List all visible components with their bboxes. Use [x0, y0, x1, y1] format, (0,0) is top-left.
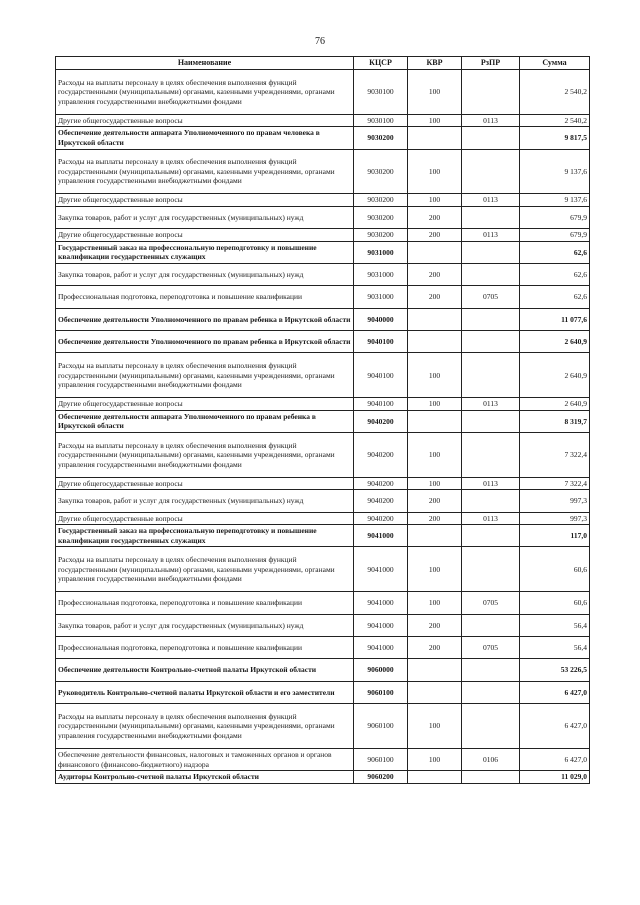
table-row — [56, 241, 590, 263]
cell-kcsr: 9040000 — [354, 308, 408, 330]
table-row — [56, 114, 590, 126]
cell-kcsr: 9030100 — [354, 70, 408, 115]
cell-kvr: 200 — [408, 614, 462, 636]
table-row — [56, 592, 590, 614]
table-row — [56, 512, 590, 524]
cell-sum: 2 540,2 — [520, 114, 590, 126]
cell-name: Другие общегосударственные вопросы — [56, 229, 354, 241]
cell-rzpr — [462, 614, 520, 636]
table-row — [56, 149, 590, 194]
cell-kcsr: 9031000 — [354, 241, 408, 263]
cell-kvr: 100 — [408, 704, 462, 749]
table-row — [56, 524, 590, 546]
cell-rzpr — [462, 681, 520, 703]
table-row — [56, 331, 590, 353]
cell-name: Другие общегосударственные вопросы — [56, 194, 354, 206]
cell-name: Профессиональная подготовка, переподготовка и повышение квалификации — [56, 286, 354, 308]
cell-kvr — [408, 410, 462, 432]
cell-rzpr: 0113 — [462, 477, 520, 489]
cell-kcsr: 9041000 — [354, 592, 408, 614]
cell-kvr: 100 — [408, 433, 462, 478]
cell-kcsr: 9041000 — [354, 524, 408, 546]
cell-kcsr: 9060100 — [354, 681, 408, 703]
cell-kcsr: 9040100 — [354, 353, 408, 398]
cell-sum: 11 077,6 — [520, 308, 590, 330]
cell-kvr: 100 — [408, 748, 462, 770]
cell-kcsr: 9031000 — [354, 263, 408, 285]
cell-kvr: 100 — [408, 477, 462, 489]
header-sum: Сумма — [520, 57, 590, 70]
cell-kvr: 100 — [408, 398, 462, 410]
cell-rzpr — [462, 547, 520, 592]
cell-kcsr: 9041000 — [354, 636, 408, 658]
cell-name: Руководитель Контрольно-счетной палаты Иркутской области и его заместители — [56, 681, 354, 703]
table-row — [56, 490, 590, 512]
table-row — [56, 771, 590, 783]
cell-sum: 7 322,4 — [520, 433, 590, 478]
cell-rzpr — [462, 70, 520, 115]
cell-name: Закупка товаров, работ и услуг для государственных (муниципальных) нужд — [56, 263, 354, 285]
cell-kvr: 200 — [408, 286, 462, 308]
cell-kcsr: 9060000 — [354, 659, 408, 681]
cell-sum: 6 427,0 — [520, 704, 590, 749]
cell-kcsr: 9031000 — [354, 286, 408, 308]
cell-rzpr: 0106 — [462, 748, 520, 770]
cell-name: Расходы на выплаты персоналу в целях обеспечения выполнения функций государственными (муниципальными) органами, казенными учреждениями, органами управления государственными внебюджетными фондами — [56, 149, 354, 194]
cell-name: Обеспечение деятельности аппарата Уполномоченного по правам человека в Иркутской области — [56, 127, 354, 149]
cell-name: Обеспечение деятельности Уполномоченного по правам ребенка в Иркутской области — [56, 331, 354, 353]
cell-sum: 7 322,4 — [520, 477, 590, 489]
cell-kcsr: 9040100 — [354, 398, 408, 410]
cell-name: Другие общегосударственные вопросы — [56, 477, 354, 489]
table-row — [56, 636, 590, 658]
table-row — [56, 614, 590, 636]
cell-rzpr: 0705 — [462, 592, 520, 614]
page-number: 76 — [315, 36, 325, 47]
cell-rzpr — [462, 149, 520, 194]
table-row — [56, 308, 590, 330]
table-row — [56, 704, 590, 749]
cell-kvr: 200 — [408, 229, 462, 241]
cell-rzpr — [462, 241, 520, 263]
cell-name: Профессиональная подготовка, переподготовка и повышение квалификации — [56, 592, 354, 614]
cell-sum: 62,6 — [520, 286, 590, 308]
cell-sum: 56,4 — [520, 636, 590, 658]
cell-rzpr — [462, 127, 520, 149]
cell-kvr — [408, 524, 462, 546]
table-row — [56, 398, 590, 410]
cell-kvr: 200 — [408, 206, 462, 228]
table-row — [56, 70, 590, 115]
cell-kvr — [408, 331, 462, 353]
table-row — [56, 229, 590, 241]
cell-name: Другие общегосударственные вопросы — [56, 512, 354, 524]
cell-name: Аудиторы Контрольно-счетной палаты Иркутской области — [56, 771, 354, 783]
cell-kvr: 100 — [408, 149, 462, 194]
table-body — [56, 70, 590, 784]
cell-kvr — [408, 681, 462, 703]
table-header — [56, 57, 590, 70]
cell-rzpr: 0113 — [462, 114, 520, 126]
cell-kcsr: 9040100 — [354, 331, 408, 353]
table-row — [56, 477, 590, 489]
cell-sum: 997,3 — [520, 490, 590, 512]
cell-name: Обеспечение деятельности Уполномоченного по правам ребенка в Иркутской области — [56, 308, 354, 330]
cell-kvr: 100 — [408, 194, 462, 206]
cell-sum: 679,9 — [520, 206, 590, 228]
cell-kcsr: 9041000 — [354, 547, 408, 592]
cell-rzpr: 0113 — [462, 229, 520, 241]
cell-sum: 56,4 — [520, 614, 590, 636]
cell-rzpr — [462, 353, 520, 398]
cell-sum: 9 137,6 — [520, 194, 590, 206]
table-row — [56, 286, 590, 308]
cell-sum: 11 029,0 — [520, 771, 590, 783]
cell-name: Обеспечение деятельности аппарата Уполномоченного по правам ребенка в Иркутской области — [56, 410, 354, 432]
cell-name: Расходы на выплаты персоналу в целях обеспечения выполнения функций государственными (муниципальными) органами, казенными учреждениями, органами управления государственными внебюджетными фондами — [56, 353, 354, 398]
cell-kcsr: 9060100 — [354, 748, 408, 770]
table-row — [56, 410, 590, 432]
cell-kcsr: 9040200 — [354, 512, 408, 524]
cell-kvr — [408, 659, 462, 681]
cell-rzpr — [462, 490, 520, 512]
cell-sum: 53 226,5 — [520, 659, 590, 681]
cell-kvr: 200 — [408, 512, 462, 524]
cell-kvr: 200 — [408, 263, 462, 285]
cell-rzpr — [462, 771, 520, 783]
header-rzpr: РзПР — [462, 57, 520, 70]
cell-kcsr: 9030100 — [354, 114, 408, 126]
cell-kcsr: 9030200 — [354, 194, 408, 206]
cell-sum: 6 427,0 — [520, 681, 590, 703]
cell-rzpr — [462, 263, 520, 285]
cell-kvr — [408, 127, 462, 149]
table-row — [56, 748, 590, 770]
header-row — [56, 57, 590, 70]
table-row — [56, 433, 590, 478]
cell-sum: 997,3 — [520, 512, 590, 524]
cell-name: Закупка товаров, работ и услуг для государственных (муниципальных) нужд — [56, 206, 354, 228]
cell-sum: 62,6 — [520, 263, 590, 285]
cell-name: Другие общегосударственные вопросы — [56, 398, 354, 410]
cell-kvr: 200 — [408, 490, 462, 512]
cell-sum: 9 817,5 — [520, 127, 590, 149]
cell-rzpr — [462, 206, 520, 228]
cell-kcsr: 9040200 — [354, 490, 408, 512]
table-row — [56, 194, 590, 206]
cell-name: Обеспечение деятельности Контрольно-счетной палаты Иркутской области — [56, 659, 354, 681]
cell-rzpr — [462, 659, 520, 681]
cell-sum: 62,6 — [520, 241, 590, 263]
cell-rzpr — [462, 524, 520, 546]
cell-name: Расходы на выплаты персоналу в целях обеспечения выполнения функций государственными (муниципальными) органами, казенными учреждениями, органами управления государственными внебюджетными фондами — [56, 547, 354, 592]
table-row — [56, 659, 590, 681]
cell-rzpr: 0113 — [462, 512, 520, 524]
cell-name: Закупка товаров, работ и услуг для государственных (муниципальных) нужд — [56, 490, 354, 512]
cell-rzpr: 0113 — [462, 398, 520, 410]
cell-name: Профессиональная подготовка, переподготовка и повышение квалификации — [56, 636, 354, 658]
table-row — [56, 353, 590, 398]
cell-name: Расходы на выплаты персоналу в целях обеспечения выполнения функций государственными (муниципальными) органами, казенными учреждениями, органами управления государственными внебюджетными фондами — [56, 704, 354, 749]
table-row — [56, 263, 590, 285]
header-kvr: КВР — [408, 57, 462, 70]
header-kcsr: КЦСР — [354, 57, 408, 70]
cell-kvr: 100 — [408, 353, 462, 398]
cell-name: Государственный заказ на профессиональную переподготовку и повышение квалификации государственных служащих — [56, 241, 354, 263]
cell-sum: 117,0 — [520, 524, 590, 546]
cell-kvr: 200 — [408, 636, 462, 658]
cell-kcsr: 9040200 — [354, 477, 408, 489]
table-row — [56, 681, 590, 703]
cell-kvr — [408, 308, 462, 330]
cell-rzpr — [462, 331, 520, 353]
budget-table — [55, 56, 590, 784]
header-name: Наименование — [56, 57, 354, 70]
cell-kvr: 100 — [408, 114, 462, 126]
cell-rzpr: 0113 — [462, 194, 520, 206]
cell-kcsr: 9030200 — [354, 206, 408, 228]
cell-sum: 2 640,9 — [520, 331, 590, 353]
table-row — [56, 127, 590, 149]
cell-sum: 2 540,2 — [520, 70, 590, 115]
cell-kcsr: 9041000 — [354, 614, 408, 636]
cell-kcsr: 9060100 — [354, 704, 408, 749]
cell-sum: 2 640,9 — [520, 398, 590, 410]
cell-kvr — [408, 241, 462, 263]
cell-name: Расходы на выплаты персоналу в целях обеспечения выполнения функций государственными (муниципальными) органами, казенными учреждениями, органами управления государственными внебюджетными фондами — [56, 70, 354, 115]
cell-kcsr: 9060200 — [354, 771, 408, 783]
cell-kvr: 100 — [408, 70, 462, 115]
cell-kcsr: 9030200 — [354, 229, 408, 241]
cell-rzpr — [462, 410, 520, 432]
cell-rzpr: 0705 — [462, 286, 520, 308]
cell-rzpr — [462, 704, 520, 749]
cell-sum: 8 319,7 — [520, 410, 590, 432]
cell-kcsr: 9040200 — [354, 433, 408, 478]
cell-sum: 9 137,6 — [520, 149, 590, 194]
table-row — [56, 206, 590, 228]
cell-sum: 679,9 — [520, 229, 590, 241]
cell-sum: 2 640,9 — [520, 353, 590, 398]
cell-rzpr — [462, 433, 520, 478]
cell-name: Закупка товаров, работ и услуг для государственных (муниципальных) нужд — [56, 614, 354, 636]
cell-name: Другие общегосударственные вопросы — [56, 114, 354, 126]
cell-kcsr: 9030200 — [354, 149, 408, 194]
cell-kcsr: 9030200 — [354, 127, 408, 149]
cell-name: Расходы на выплаты персоналу в целях обеспечения выполнения функций государственными (муниципальными) органами, казенными учреждениями, органами управления государственными внебюджетными фондами — [56, 433, 354, 478]
table-row — [56, 547, 590, 592]
cell-sum: 60,6 — [520, 592, 590, 614]
cell-sum: 60,6 — [520, 547, 590, 592]
cell-name: Государственный заказ на профессиональную переподготовку и повышение квалификации государственных служащих — [56, 524, 354, 546]
cell-kvr: 100 — [408, 592, 462, 614]
cell-rzpr: 0705 — [462, 636, 520, 658]
cell-sum: 6 427,0 — [520, 748, 590, 770]
cell-kvr: 100 — [408, 547, 462, 592]
cell-kvr — [408, 771, 462, 783]
cell-name: Обеспечение деятельности финансовых, налоговых и таможенных органов и органов финансового (финансово-бюджетного) надзора — [56, 748, 354, 770]
cell-kcsr: 9040200 — [354, 410, 408, 432]
cell-rzpr — [462, 308, 520, 330]
